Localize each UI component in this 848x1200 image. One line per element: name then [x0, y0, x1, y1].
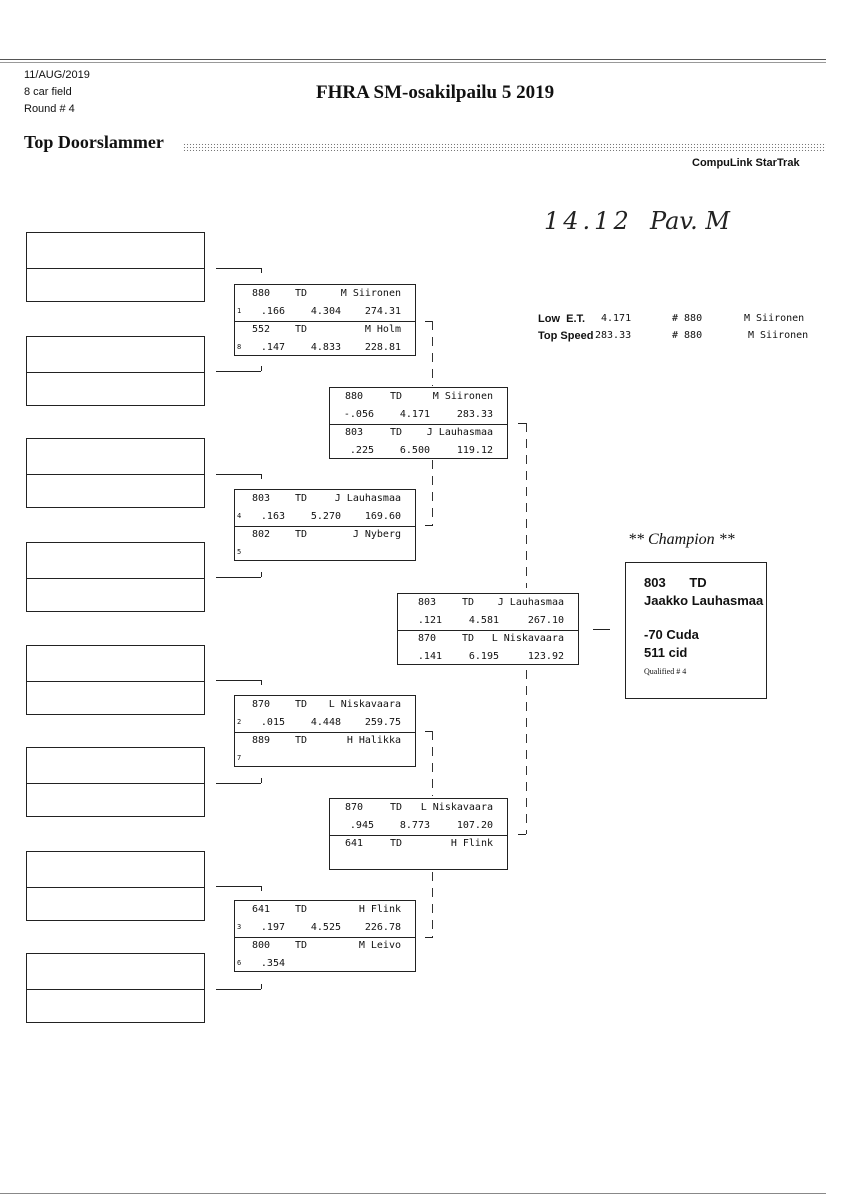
car-class: TD	[390, 427, 403, 438]
driver-name: L Niskavaara	[420, 802, 493, 813]
empty-slot	[26, 953, 205, 1023]
elapsed-time: 5.270	[310, 511, 341, 522]
driver-name: M Holm	[364, 324, 401, 335]
connector	[216, 577, 261, 578]
top-speed-value: 283.33	[595, 330, 632, 341]
elapsed-time: 4.833	[310, 342, 341, 353]
connector-dashed	[526, 423, 527, 588]
driver-name: J Lauhasmaa	[426, 427, 493, 438]
champion-car-number: 803	[644, 575, 666, 590]
connector	[216, 783, 261, 784]
reaction-time: .015	[260, 717, 285, 728]
car-number: 880	[345, 391, 364, 402]
low-et-car: # 880	[672, 313, 703, 324]
car-class: TD	[390, 802, 403, 813]
car-class: TD	[462, 597, 475, 608]
reaction-time: .141	[417, 651, 442, 662]
reaction-time: .166	[260, 306, 285, 317]
car-number: 803	[345, 427, 364, 438]
car-number: 641	[345, 838, 364, 849]
seed-number: 1	[237, 307, 242, 315]
reaction-time: .121	[417, 615, 442, 626]
class-name: Top Doorslammer	[24, 132, 164, 152]
reaction-time: .945	[349, 820, 374, 831]
software-label: CompuLink StarTrak	[692, 157, 800, 169]
car-field: 8 car field	[24, 86, 72, 98]
driver-name: L Niskavaara	[328, 699, 401, 710]
speed: 119.12	[456, 445, 493, 456]
round1-match-3	[234, 695, 416, 767]
car-number: 803	[252, 493, 271, 504]
car-class: TD	[295, 940, 308, 951]
speed: 169.60	[364, 511, 401, 522]
driver-name: M Siironen	[340, 288, 401, 299]
connector	[216, 886, 261, 887]
connector	[261, 680, 262, 685]
connector	[518, 834, 526, 835]
speed: 226.78	[364, 922, 401, 933]
empty-slot	[26, 851, 205, 921]
top-speed-car: # 880	[672, 330, 703, 341]
seed-number: 6	[237, 959, 242, 967]
connector	[216, 268, 261, 269]
empty-slot	[26, 438, 205, 508]
elapsed-time: 4.304	[310, 306, 341, 317]
car-class: TD	[295, 735, 308, 746]
connector-dashed	[432, 321, 433, 386]
car-number: 641	[252, 904, 271, 915]
car-number: 870	[418, 633, 437, 644]
connector	[216, 680, 261, 681]
connector	[261, 268, 262, 273]
class-dotted-strip	[183, 143, 826, 151]
speed: 259.75	[364, 717, 401, 728]
empty-slot	[26, 645, 205, 715]
reaction-time: .163	[260, 511, 285, 522]
seed-number: 8	[237, 343, 242, 351]
champion-heading: ** Champion **	[628, 531, 735, 548]
car-number: 889	[252, 735, 271, 746]
champion-name: Jaakko Lauhasmaa	[644, 593, 764, 608]
connector-dashed	[432, 872, 433, 937]
champion-engine: 511 cid	[644, 645, 688, 660]
car-number: 880	[252, 288, 271, 299]
car-number: 802	[252, 529, 271, 540]
reaction-time: -.056	[343, 409, 374, 420]
car-number: 803	[418, 597, 437, 608]
connector	[216, 371, 261, 372]
elapsed-time: 6.195	[468, 651, 499, 662]
connector-dashed	[432, 460, 433, 525]
connector	[425, 937, 433, 938]
connector	[261, 778, 262, 783]
speed: 267.10	[527, 615, 564, 626]
car-number: 870	[252, 699, 271, 710]
car-class: TD	[295, 324, 308, 335]
empty-slot	[26, 336, 205, 406]
car-class: TD	[462, 633, 475, 644]
round1-match-1	[234, 284, 416, 356]
elapsed-time: 4.448	[310, 717, 341, 728]
driver-name: H Flink	[450, 838, 493, 849]
connector	[216, 474, 261, 475]
connector	[261, 366, 262, 371]
empty-slot	[26, 232, 205, 302]
connector	[261, 474, 262, 479]
top-speed-driver: M Siironen	[748, 330, 809, 341]
round2-match-2	[329, 798, 508, 870]
empty-slot	[26, 747, 205, 817]
driver-name: H Halikka	[346, 735, 401, 746]
seed-number: 4	[237, 512, 242, 520]
driver-name: M Leivo	[358, 940, 401, 951]
round2-match-1	[329, 387, 508, 459]
top-rule	[0, 59, 826, 60]
car-class: TD	[295, 904, 308, 915]
champion-box	[625, 562, 767, 699]
elapsed-time: 4.171	[399, 409, 430, 420]
champion-qualified: Qualified # 4	[644, 667, 687, 676]
car-class: TD	[295, 493, 308, 504]
elapsed-time: 6.500	[399, 445, 430, 456]
car-number: 800	[252, 940, 271, 951]
handwritten-time: 14.12	[544, 207, 633, 235]
connector	[425, 525, 433, 526]
elapsed-time: 8.773	[399, 820, 430, 831]
driver-name: H Flink	[358, 904, 401, 915]
speed: 107.20	[456, 820, 493, 831]
seed-number: 2	[237, 718, 242, 726]
elapsed-time: 4.581	[468, 615, 499, 626]
reaction-time: .197	[260, 922, 285, 933]
seed-number: 7	[237, 754, 242, 762]
car-number: 552	[252, 324, 271, 335]
low-et-value: 4.171	[601, 313, 632, 324]
round1-match-2	[234, 489, 416, 561]
elapsed-time: 4.525	[310, 922, 341, 933]
car-class: TD	[295, 288, 308, 299]
seed-number: 5	[237, 548, 242, 556]
reaction-time: .147	[260, 342, 285, 353]
round-number: Round # 4	[24, 103, 75, 115]
driver-name: M Siironen	[432, 391, 493, 402]
champion-vehicle: -70 Cuda	[644, 627, 699, 642]
seed-number: 3	[237, 923, 242, 931]
top-speed-label: Top Speed	[538, 330, 594, 342]
top-rule-2	[0, 62, 826, 63]
reaction-time: .225	[349, 445, 374, 456]
speed: 123.92	[527, 651, 564, 662]
car-class: TD	[390, 391, 403, 402]
connector	[261, 572, 262, 577]
low-et-driver: M Siironen	[744, 313, 805, 324]
race-date: 11/AUG/2019	[24, 69, 90, 81]
reaction-time: .354	[260, 958, 285, 969]
round1-match-4	[234, 900, 416, 972]
connector-dashed	[526, 670, 527, 834]
car-class: TD	[390, 838, 403, 849]
connector	[518, 423, 526, 424]
driver-name: J Lauhasmaa	[497, 597, 564, 608]
driver-name: L Niskavaara	[491, 633, 564, 644]
connector	[261, 886, 262, 891]
connector	[261, 984, 262, 989]
empty-slot	[26, 542, 205, 612]
speed: 283.33	[456, 409, 493, 420]
connector	[216, 989, 261, 990]
handwritten-signature: Pav. M	[650, 207, 730, 235]
driver-name: J Lauhasmaa	[334, 493, 401, 504]
car-class: TD	[295, 699, 308, 710]
bottom-rule	[0, 1193, 826, 1194]
speed: 274.31	[364, 306, 401, 317]
connector	[593, 629, 610, 630]
car-number: 870	[345, 802, 364, 813]
champion-car-class: TD	[689, 575, 707, 590]
low-et-label: Low E.T.	[538, 313, 586, 325]
event-title: FHRA SM-osakilpailu 5 2019	[316, 82, 555, 103]
speed: 228.81	[364, 342, 401, 353]
final-match	[397, 593, 579, 665]
connector-dashed	[432, 731, 433, 796]
car-class: TD	[295, 529, 308, 540]
driver-name: J Nyberg	[352, 529, 401, 540]
